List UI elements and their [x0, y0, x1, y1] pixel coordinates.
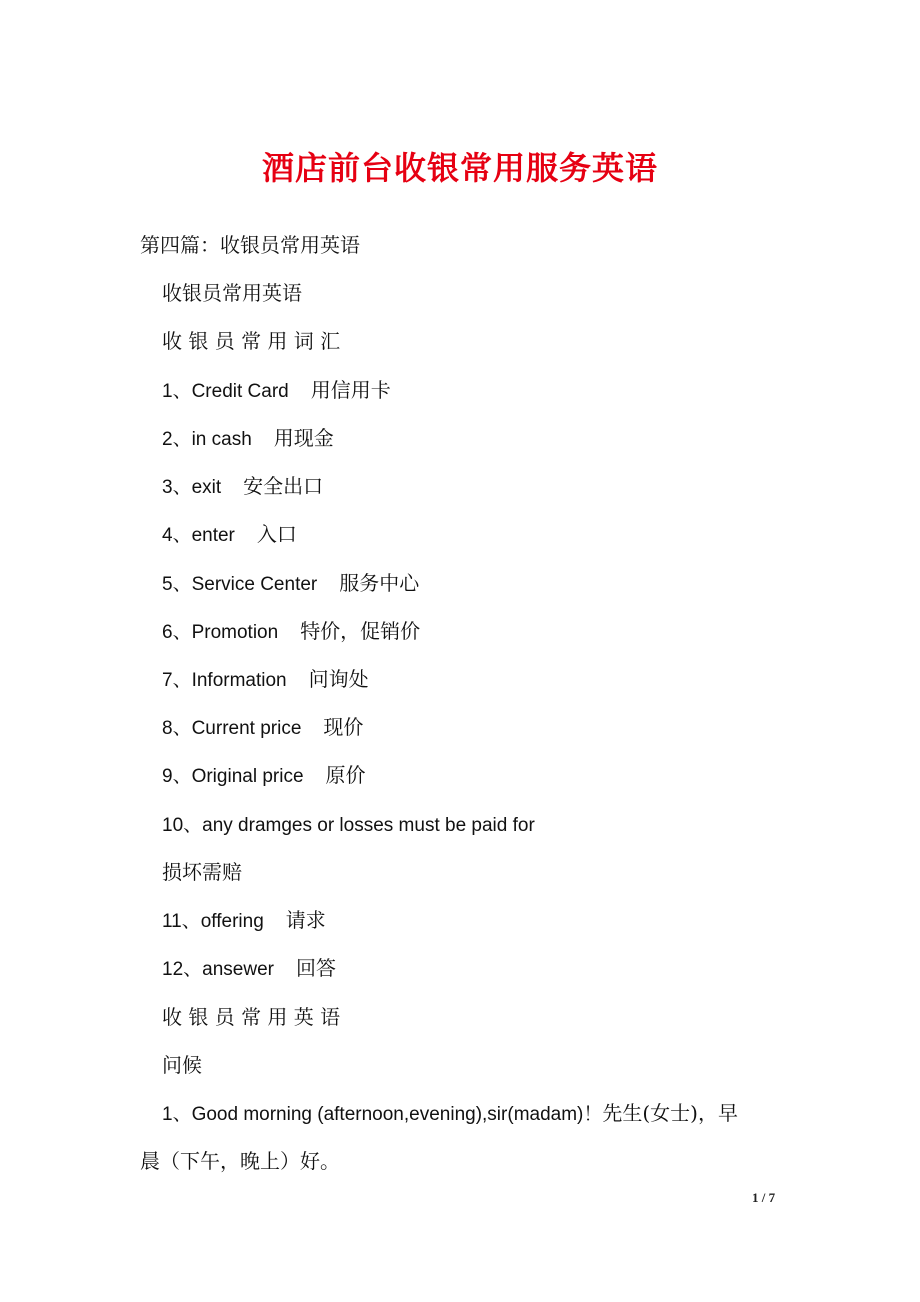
phrase-num: 1、: [162, 1104, 192, 1125]
greeting-heading: 问候: [162, 1053, 202, 1077]
vocab-item-continuation: [162, 859, 242, 885]
section-heading: 第四篇：收银员常用英语: [140, 233, 360, 257]
vocab-item: [162, 377, 391, 405]
vocab-en: Current price: [191, 718, 302, 739]
vocab-zh: 请求: [285, 908, 326, 932]
vocab-zh: 服务中心: [339, 571, 420, 595]
vocab-heading: 收 银 员 常 用 词 汇: [162, 329, 341, 353]
vocab-num: 10、: [162, 815, 203, 836]
vocab-item: [162, 618, 420, 646]
vocab-zh: 安全出口: [243, 474, 324, 498]
vocab-en: any dramges or losses must be paid for: [202, 815, 535, 836]
vocab-en: ansewer: [202, 959, 274, 980]
phrases-heading: 收 银 员 常 用 英 语: [162, 1005, 341, 1029]
phrase-line: [162, 1100, 738, 1128]
vocab-en: Original price: [191, 766, 304, 787]
vocab-item: [162, 714, 363, 742]
document-title: 酒店前台收银常用服务英语: [261, 149, 658, 187]
vocab-item: [162, 907, 326, 935]
vocab-num: 12、: [162, 959, 203, 980]
vocab-item: [162, 425, 334, 453]
vocab-item: [162, 955, 336, 983]
phrase-en: Good morning (afternoon,evening),sir(madam)！: [191, 1104, 603, 1125]
vocab-num: 9、: [162, 766, 192, 787]
vocab-en: Promotion: [191, 622, 279, 643]
vocab-zh: 问询处: [308, 667, 369, 691]
vocab-item: [162, 521, 297, 549]
vocab-num: 5、: [162, 574, 192, 595]
vocab-zh: 损坏需赔: [162, 860, 242, 884]
vocab-en: exit: [191, 477, 222, 498]
vocab-en: Credit Card: [191, 381, 289, 402]
vocab-zh: 特价，促销价: [300, 619, 421, 643]
vocab-item: [162, 570, 419, 598]
vocab-en: in cash: [191, 429, 252, 450]
vocab-zh: 原价: [325, 763, 366, 787]
vocab-num: 3、: [162, 477, 192, 498]
vocab-en: Service Center: [191, 574, 318, 595]
vocab-zh: 用现金: [273, 426, 334, 450]
phrase-line-continuation: 晨（下午，晚上）好。: [140, 1149, 340, 1173]
vocab-en: offering: [200, 911, 264, 932]
vocab-zh: 回答: [295, 956, 336, 980]
vocab-num: 2、: [162, 429, 192, 450]
vocab-num: 7、: [162, 670, 192, 691]
vocab-en: Information: [191, 670, 287, 691]
subheading: 收银员常用英语: [162, 281, 302, 305]
vocab-num: 8、: [162, 718, 192, 739]
vocab-item: [162, 811, 535, 839]
vocab-num: 1、: [162, 381, 192, 402]
vocab-en: enter: [191, 525, 235, 546]
vocab-num: 4、: [162, 525, 192, 546]
vocab-item: [162, 473, 323, 501]
vocab-item: [162, 762, 366, 790]
phrase-zh: 先生(女士)，早: [602, 1101, 738, 1125]
page-number: 1 / 7: [752, 1190, 776, 1205]
vocab-num: 11、: [162, 911, 201, 932]
vocab-num: 6、: [162, 622, 192, 643]
vocab-zh: 用信用卡: [310, 378, 391, 402]
vocab-item: [162, 666, 369, 694]
vocab-zh: 入口: [256, 522, 297, 546]
vocab-zh: 现价: [323, 715, 364, 739]
